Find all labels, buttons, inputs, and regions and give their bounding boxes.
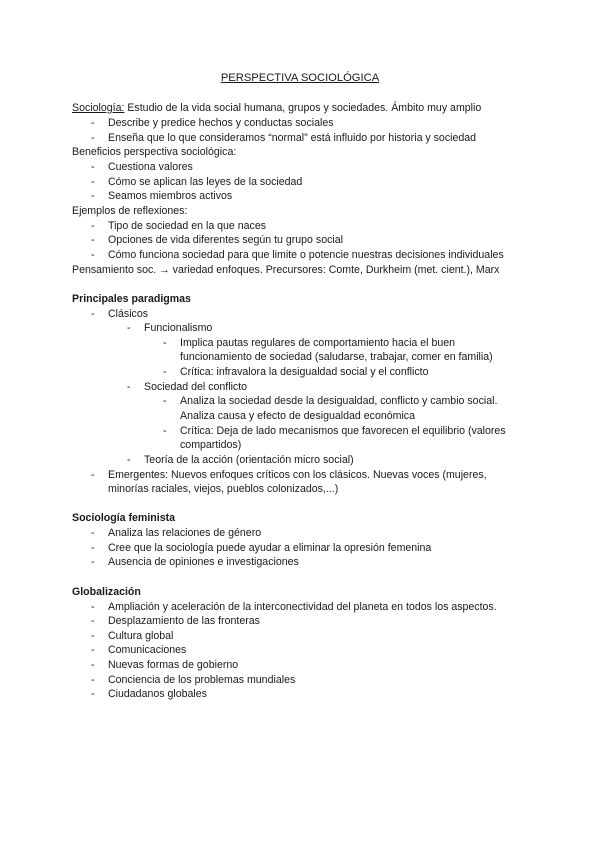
bullet-dash: - [163,366,167,378]
bullet-dash: - [91,644,95,656]
list-item: Seamos miembros activos [108,190,233,202]
bullet-dash: - [91,469,95,481]
list-item: Sociedad del conflicto [144,381,248,393]
bullet-dash: - [91,220,95,232]
bullet-dash: - [91,688,95,700]
list-item: Opciones de vida diferentes según tu grupo social [108,234,343,246]
list-item: Emergentes: Nuevos enfoques críticos con los clásicos. Nuevas voces (mujeres, [108,469,487,481]
bullet-dash: - [163,395,167,407]
list-item: Ciudadanos globales [108,688,207,700]
list-item: Describe y predice hechos y conductas sociales [108,117,334,129]
page-title: PERSPECTIVA SOCIOLÓGICA [220,72,380,84]
list-item: Conciencia de los problemas mundiales [108,674,296,686]
list-item: Desplazamiento de las fronteras [108,615,260,627]
list-item: Cómo se aplican las leyes de la sociedad [108,176,303,188]
section-heading: Sociología feminista [72,512,176,524]
list-item: Analiza la sociedad desde la desigualdad, conflicto y cambio social. [180,395,498,407]
bullet-dash: - [91,234,95,246]
list-item: Implica pautas regulares de comportamiento hacia el buen [180,337,456,349]
bullet-dash: - [91,249,95,261]
list-item: Ampliación y aceleración de la interconectividad del planeta en todos los aspectos. [108,601,497,613]
section-heading: Principales paradigmas [72,293,191,305]
bullet-dash: - [91,132,95,144]
intro-line [72,101,481,115]
bullet-dash: - [91,176,95,188]
bullet-dash: - [127,381,131,393]
list-item-continuation: Analiza causa y efecto de desigualdad económica [180,410,415,422]
list-item: Cultura global [108,630,174,642]
list-item: Cómo funciona sociedad para que limite o potencie nuestras decisiones individuales [108,249,504,261]
list-item: Teoría de la acción (orientación micro social) [144,454,354,466]
list-item: Cree que la sociología puede ayudar a eliminar la opresión femenina [108,542,432,554]
list-item: Tipo de sociedad en la que naces [108,220,267,232]
list-item: Enseña que lo que consideramos “normal” está influido por historia y sociedad [108,132,477,144]
bullet-dash: - [163,337,167,349]
list-item: Ausencia de opiniones e investigaciones [108,556,299,568]
bullet-dash: - [91,542,95,554]
list-item: Cuestiona valores [108,161,193,173]
bullet-dash: - [91,601,95,613]
bullet-dash: - [91,308,95,320]
list-item: Crítica: infravalora la desigualdad social y el conflicto [180,366,429,378]
list-item: Clásicos [108,308,149,320]
list-item: Analiza las relaciones de género [108,527,262,539]
list-item: Comunicaciones [108,644,187,656]
list-item-continuation: minorías raciales, viejos, pueblos colonizados,...) [108,483,339,495]
bullet-dash: - [91,630,95,642]
bullet-dash: - [91,615,95,627]
pensamiento-line: Pensamiento soc. → variedad enfoques. Precursores: Comte, Durkheim (met. cient.), Marx [72,264,500,276]
bullet-dash: - [127,322,131,334]
bullet-dash: - [91,161,95,173]
intro-definition: Estudio de la vida social humana, grupos y sociedades. Ámbito muy amplio [124,102,482,114]
list-item: Funcionalismo [144,322,213,334]
bullet-dash: - [91,527,95,539]
intro-term: Sociología: [72,102,125,114]
section-heading: Globalización [72,586,141,598]
section-heading: Beneficios perspectiva sociológica: [72,146,237,158]
bullet-dash: - [127,454,131,466]
bullet-dash: - [91,190,95,202]
bullet-dash: - [91,117,95,129]
bullet-dash: - [91,659,95,671]
list-item-continuation: compartidos) [180,439,242,451]
bullet-dash: - [91,674,95,686]
list-item: Nuevas formas de gobierno [108,659,239,671]
bullet-dash: - [163,425,167,437]
list-item-continuation: funcionamiento de sociedad (saludarse, trabajar, comer en familia) [180,351,493,363]
bullet-dash: - [91,556,95,568]
list-item: Crítica: Deja de lado mecanismos que favorecen el equilibrio (valores [180,425,506,437]
section-heading: Ejemplos de reflexiones: [72,205,188,217]
